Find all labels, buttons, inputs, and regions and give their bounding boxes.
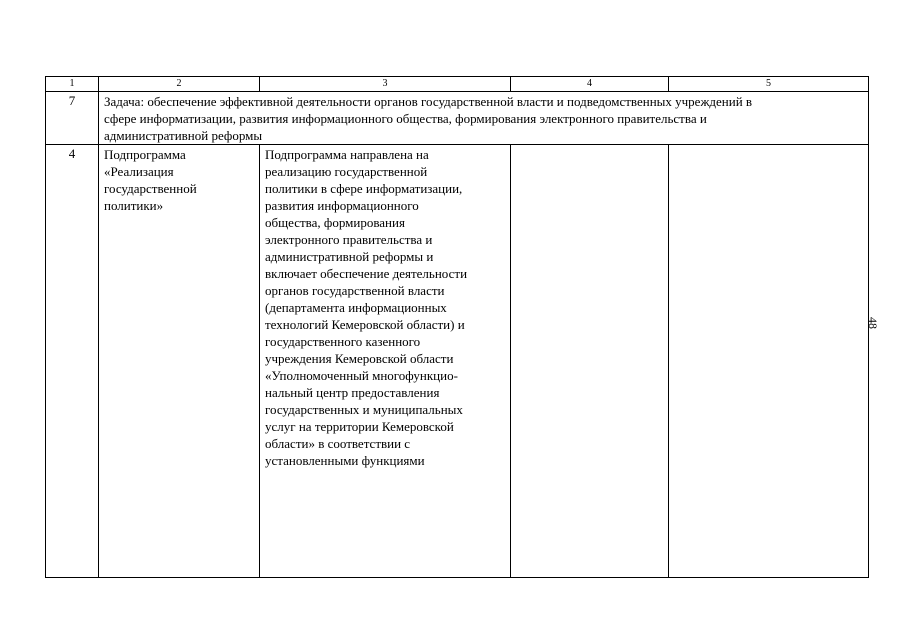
- description-line: области» в соответствии с: [265, 436, 411, 451]
- description-line: (департамента информационных: [265, 300, 447, 315]
- description-line: электронного правительства и: [265, 232, 433, 247]
- description-line: органов государственной власти: [265, 283, 445, 298]
- header-cell-2: 2: [99, 77, 260, 92]
- program-name-cell: [99, 145, 260, 578]
- description-line: технологий Кемеровской области) и: [265, 317, 465, 332]
- program-row: [46, 145, 869, 578]
- header-row: [46, 77, 869, 92]
- program-col4-cell: [511, 145, 669, 578]
- task-number: 7: [46, 92, 99, 145]
- header-cell-5: 5: [669, 77, 869, 92]
- description-line: услуг на территории Кемеровской: [265, 419, 454, 434]
- description-line: установленными функциями: [265, 453, 425, 468]
- description-line: включает обеспечение деятельности: [265, 266, 468, 281]
- program-name-line: Подпрограмма: [104, 147, 186, 162]
- description-line: Подпрограмма направлена на: [265, 147, 429, 162]
- description-line: политики в сфере информатизации,: [265, 181, 463, 196]
- description-line: административной реформы и: [265, 249, 434, 264]
- description-line: общества, формирования: [265, 215, 405, 230]
- description-line: реализацию государственной: [265, 164, 428, 179]
- program-name-line: политики»: [104, 198, 164, 213]
- task-line: сфере информатизации, развития информационного общества, формирования электронного правительства и: [104, 111, 707, 126]
- description-line: государственных и муниципальных: [265, 402, 463, 417]
- program-col5-cell: [669, 145, 869, 578]
- header-cell-1: 1: [46, 77, 99, 92]
- header-cell-4: 4: [511, 77, 669, 92]
- description-line: нальный центр предоставления: [265, 385, 440, 400]
- description-line: «Уполномоченный многофункцио-: [265, 368, 458, 383]
- program-description-cell: [260, 145, 511, 578]
- description-line: развития информационного: [265, 198, 419, 213]
- program-name-line: «Реализация: [104, 164, 174, 179]
- page-number: 48: [866, 317, 880, 329]
- task-line: административной реформы: [104, 128, 263, 143]
- task-line: Задача: обеспечение эффективной деятельности органов государственной власти и подведомственных учреждений в: [104, 94, 753, 109]
- header-cell-3: 3: [260, 77, 511, 92]
- description-line: учреждения Кемеровской области: [265, 351, 454, 366]
- program-name-line: государственной: [104, 181, 197, 196]
- program-table: [45, 76, 869, 578]
- task-text: [99, 92, 869, 145]
- program-number: 4: [46, 145, 99, 578]
- task-row: [46, 92, 869, 145]
- description-line: государственного казенного: [265, 334, 421, 349]
